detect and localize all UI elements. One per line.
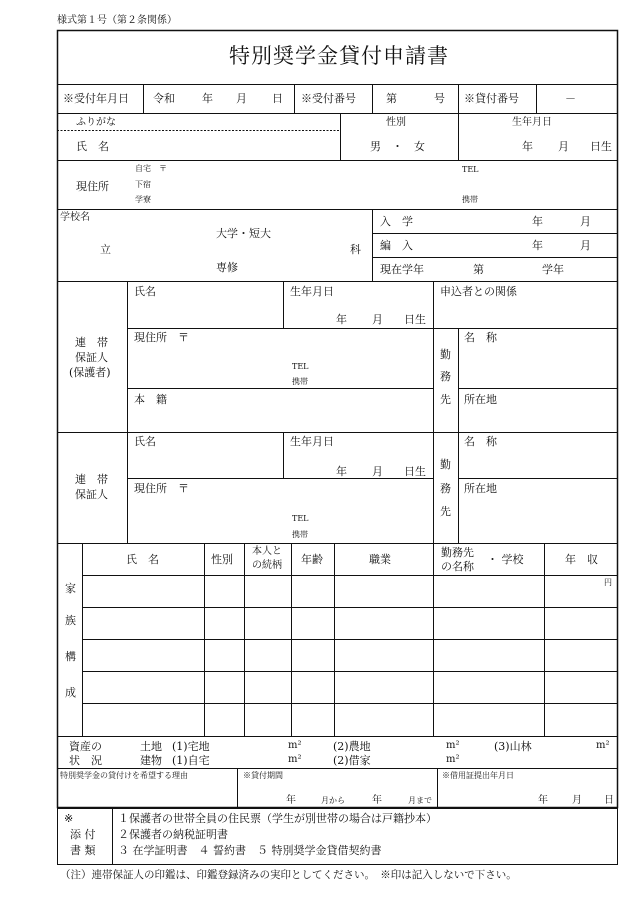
attachments-label-2: 書 類 (70, 844, 96, 857)
building-label: 建物 (140, 754, 162, 767)
family-side-1: 家 (65, 582, 76, 595)
grade-dai: 第 (473, 263, 484, 276)
address-tel-label: TEL (462, 165, 479, 174)
cert-date-label: ※借用証提出年月日 (442, 771, 514, 780)
school-label: 学校名 (60, 212, 90, 223)
birth-month-unit: 月 (558, 140, 569, 153)
guarantor1-work-name-label: 名 称 (464, 331, 497, 344)
guarantor1-mobile-label: 携帯 (292, 377, 308, 386)
family-header-work-1: 勤務先 (441, 546, 474, 559)
period-to-year: 年 (372, 795, 382, 806)
address-lodging: 下宿 (135, 180, 151, 189)
family-header-job: 職業 (369, 553, 391, 566)
receipt-number-label: ※受付番号 (301, 92, 356, 105)
receipt-dai: 第 (386, 92, 397, 105)
school-univ: 大学・短大 (216, 227, 271, 240)
family-header-school: ・ 学校 (487, 553, 524, 566)
page-title: 特別奨学金貸付申請書 (229, 44, 449, 68)
address-dorm: 学寮 (135, 195, 151, 204)
guarantor1-birth-day: 日生 (404, 313, 426, 326)
guarantor2-work-addr-label: 所在地 (464, 482, 497, 495)
guarantor2-work-3: 先 (440, 505, 451, 518)
land-option-1: (1)宅地 (172, 740, 210, 753)
assets-label-2: 状 況 (69, 754, 102, 767)
guarantor2-label-1: 連 帯 (75, 473, 108, 486)
guarantor1-work-1: 勤 (440, 348, 451, 361)
guarantor1-tel-label: TEL (292, 362, 309, 371)
assets-label-1: 資産の (69, 740, 102, 753)
land-option-3: (3)山林 (494, 740, 532, 753)
grade-unit: 学年 (542, 263, 564, 276)
family-header-age: 年齢 (301, 553, 323, 566)
loan-period-label: ※貸付期間 (243, 771, 283, 780)
school-ka: 科 (350, 243, 361, 256)
loan-number-label: ※貸付番号 (464, 92, 519, 105)
building-option-2: (2)借家 (333, 754, 371, 767)
current-grade-label: 現在学年 (380, 263, 424, 276)
guarantor2-work-2: 務 (440, 482, 451, 495)
guarantor2-label-2: 保証人 (75, 488, 108, 501)
family-header-work-2: の名称 (441, 560, 474, 573)
guarantor1-work-3: 先 (440, 393, 451, 406)
attachment-item-1: １保護者の世帯全員の住民票（学生が別世帯の場合は戸籍抄本） (118, 812, 437, 825)
building-option-1: (1)自宅 (172, 754, 210, 767)
guarantor1-label-3: (保護者) (69, 366, 111, 379)
guarantor1-birth-year: 年 (336, 313, 347, 326)
family-side-4: 成 (65, 686, 76, 699)
attachment-item-3: ３ 在学証明書 ４ 誓約書 ５ 特別奨学金貸借契約書 (118, 844, 382, 857)
guarantor1-birth-label: 生年月日 (290, 285, 334, 298)
guarantor1-work-2: 務 (440, 370, 451, 383)
period-from-month: 月から (321, 796, 345, 805)
birth-label: 生年月日 (512, 117, 552, 128)
sex-label: 性別 (386, 117, 406, 128)
birth-year-unit: 年 (522, 140, 533, 153)
school-ritsu: 立 (100, 243, 111, 256)
sex-options[interactable]: 男 ・ 女 (370, 140, 425, 153)
applicant-name-label: 氏 名 (76, 140, 109, 153)
guarantor2-work-1: 勤 (440, 458, 451, 471)
guarantor2-name-label: 氏名 (134, 435, 156, 448)
cert-day-unit: 日 (604, 795, 614, 806)
guarantor1-name-label: 氏名 (134, 285, 156, 298)
form-number: 様式第１号（第２条関係） (57, 15, 177, 26)
family-side-2: 族 (65, 614, 76, 627)
guarantor2-address-label: 現住所 〒 (134, 482, 189, 495)
attachments-mark: ※ (64, 812, 74, 825)
guarantor1-honseki-label: 本 籍 (134, 393, 167, 406)
guarantor2-tel-label: TEL (292, 514, 309, 523)
receipt-month-unit: 月 (236, 92, 247, 105)
guarantor1-label-2: 保証人 (75, 351, 108, 364)
land-sqm-3: m² (596, 740, 610, 751)
building-sqm-1: m² (288, 754, 302, 765)
transfer-month-unit: 月 (580, 239, 591, 252)
guarantor1-work-addr-label: 所在地 (464, 393, 497, 406)
attachments-label-1: 添 付 (70, 828, 96, 841)
guarantor1-label-1: 連 帯 (75, 336, 108, 349)
loan-number-value: － (565, 92, 576, 105)
transfer-year-unit: 年 (532, 239, 543, 252)
receipt-day-unit: 日 (272, 92, 283, 105)
family-header-income: 年 収 (565, 553, 598, 566)
period-to-month: 月まで (408, 796, 432, 805)
furigana-label: ふりがな (76, 117, 116, 128)
admission-year-unit: 年 (532, 215, 543, 228)
family-header-name: 氏 名 (126, 553, 159, 566)
cert-month-unit: 月 (572, 795, 582, 806)
receipt-gou: 号 (434, 92, 445, 105)
receipt-year-unit: 年 (202, 92, 213, 105)
land-option-2: (2)農地 (333, 740, 371, 753)
family-header-sex: 性別 (211, 553, 233, 566)
guarantor2-birth-day: 日生 (404, 465, 426, 478)
land-sqm-1: m² (288, 740, 302, 751)
guarantor2-birth-month: 月 (372, 465, 383, 478)
footnote: （注）連帯保証人の印鑑は、印鑑登録済みの実印としてください。 ※印は記入しないで下さい。 (60, 869, 517, 881)
address-home: 自宅 〒 (135, 164, 167, 173)
era-label: 令和 (153, 92, 175, 105)
family-header-rel-1: 本人と (252, 546, 282, 557)
admission-label: 入 学 (380, 215, 413, 228)
guarantor1-relation-label: 申込者との関係 (440, 285, 517, 298)
guarantor1-address-label: 現住所 〒 (134, 331, 189, 344)
family-side-3: 構 (65, 650, 76, 663)
building-sqm-2: m² (446, 754, 460, 765)
period-from-year: 年 (286, 795, 296, 806)
guarantor2-mobile-label: 携帯 (292, 530, 308, 539)
address-label: 現住所 (76, 180, 109, 193)
reason-label: 特別奨学金の貸付けを希望する理由 (60, 771, 188, 780)
land-label: 土地 (140, 740, 162, 753)
family-header-rel-2: の続柄 (252, 560, 282, 571)
birth-day-unit: 日生 (590, 140, 612, 153)
transfer-label: 編 入 (380, 239, 413, 252)
address-mobile-label: 携帯 (462, 195, 478, 204)
guarantor2-work-name-label: 名 称 (464, 435, 497, 448)
income-yen-unit: 円 (604, 578, 612, 587)
land-sqm-2: m² (446, 740, 460, 751)
admission-month-unit: 月 (580, 215, 591, 228)
guarantor1-birth-month: 月 (372, 313, 383, 326)
guarantor2-birth-label: 生年月日 (290, 435, 334, 448)
attachment-item-2: ２保護者の納税証明書 (118, 828, 228, 841)
cert-year-unit: 年 (538, 795, 548, 806)
school-senshu: 専修 (216, 261, 238, 274)
guarantor2-birth-year: 年 (336, 465, 347, 478)
receipt-date-label: ※受付年月日 (63, 92, 129, 105)
